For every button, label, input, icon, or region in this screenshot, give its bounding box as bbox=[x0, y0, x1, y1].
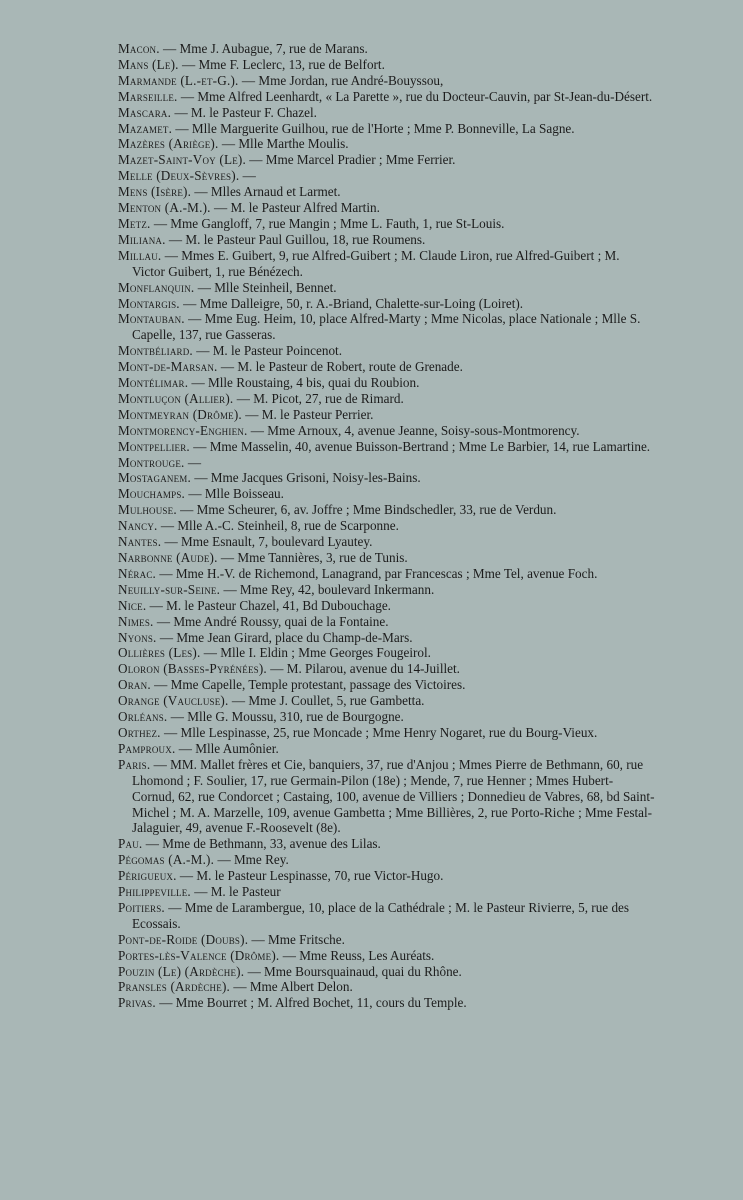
entry-town: Menton (A.-M.). bbox=[118, 200, 211, 216]
entry-details: — Mme André Roussy, quai de la Fontaine. bbox=[153, 613, 389, 629]
directory-entry bbox=[118, 995, 655, 1011]
entry-town: Montpellier. bbox=[118, 438, 190, 454]
entry-details: — Mme J. Aubague, 7, rue de Marans. bbox=[159, 41, 368, 56]
entry-details: — bbox=[239, 168, 256, 184]
directory-entry bbox=[118, 598, 655, 614]
entry-list bbox=[118, 41, 655, 1011]
entry-town: Narbonne (Aude). bbox=[118, 550, 218, 565]
directory-entry bbox=[118, 661, 655, 677]
entry-details: — Mmes E. Guibert, 9, rue Alfred-Guibert ; M. Claude Liron, rue Alfred-Guibert ; M. Victor Guibert, 1, rue Bénézech. bbox=[132, 247, 620, 279]
entry-details: — Mme Alfred Leenhardt, « La Parette », rue du Docteur-Cauvin, par St-Jean-du-Désert. bbox=[177, 88, 653, 104]
directory-entry bbox=[118, 407, 655, 423]
directory-entry bbox=[118, 232, 655, 248]
entry-details: — M. le Pasteur Lespinasse, 70, rue Victor-Hugo. bbox=[176, 868, 444, 884]
entry-town: Melle (Deux-Sèvres). bbox=[118, 168, 240, 184]
entry-details: — Mlle G. Moussu, 310, rue de Bourgogne. bbox=[167, 709, 404, 725]
directory-entry bbox=[118, 248, 655, 280]
directory-entry bbox=[118, 836, 655, 852]
directory-entry bbox=[118, 184, 655, 200]
entry-town: Miliana. bbox=[118, 231, 166, 247]
entry-town: Mazet-Saint-Voy (Le). bbox=[118, 152, 246, 168]
entry-town: Pransles (Ardèche). bbox=[118, 979, 231, 995]
entry-details: — M. le Pasteur de Robert, route de Grenade. bbox=[217, 359, 463, 375]
entry-details: — M. le Pasteur bbox=[190, 884, 281, 900]
directory-entry bbox=[118, 757, 655, 837]
entry-town: Nimes. bbox=[118, 613, 154, 629]
entry-town: Neuilly-sur-Seine. bbox=[118, 581, 221, 597]
directory-entry bbox=[118, 948, 655, 964]
directory-entry bbox=[118, 168, 655, 184]
entry-details: — Mme Marcel Pradier ; Mme Ferrier. bbox=[245, 152, 456, 168]
entry-details: — Mme Boursquainaud, quai du Rhône. bbox=[244, 963, 462, 979]
directory-entry bbox=[118, 964, 655, 980]
entry-details: — Mme Jean Girard, place du Champ-de-Mars. bbox=[156, 629, 413, 645]
directory-entry bbox=[118, 136, 655, 152]
entry-town: Mans (Le). bbox=[118, 56, 179, 72]
entry-town: Montélimar. bbox=[118, 375, 189, 391]
entry-town: Nérac. bbox=[118, 565, 157, 581]
directory-entry bbox=[118, 152, 655, 168]
directory-entry bbox=[118, 343, 655, 359]
directory-entry bbox=[118, 741, 655, 757]
directory-entry bbox=[118, 502, 655, 518]
directory-entry bbox=[118, 423, 655, 439]
entry-details: — Mme Fritsche. bbox=[248, 931, 345, 947]
entry-details: — M. Picot, 27, rue de Rimard. bbox=[233, 390, 404, 406]
entry-details: — Mlle Marguerite Guilhou, rue de l'Horte ; Mme P. Bonneville, La Sagne. bbox=[172, 120, 575, 136]
entry-details: — Mlles Arnaud et Larmet. bbox=[191, 184, 341, 200]
entry-town: Pouzin (Le) (Ardèche). bbox=[118, 963, 245, 979]
entry-town: Montauban. bbox=[118, 311, 185, 327]
entry-town: Pamproux. bbox=[118, 740, 176, 756]
entry-details: — Mme Tannières, 3, rue de Tunis. bbox=[217, 550, 408, 565]
entry-details: — Mlle Lespinasse, 25, rue Moncade ; Mme Henry Nogaret, rue du Bourg-Vieux. bbox=[160, 724, 598, 740]
entry-details: — Mlle Aumônier. bbox=[175, 740, 279, 756]
directory-entry bbox=[118, 566, 655, 582]
entry-details: — Mme Reuss, Les Auréats. bbox=[279, 947, 435, 963]
entry-details: — Mme Esnault, 7, boulevard Lyautey. bbox=[161, 534, 373, 550]
entry-details: — Mme Eug. Heim, 10, place Alfred-Marty ; Mme Nicolas, place Nationale ; Mlle S. Capelle, 137, rue Gasseras. bbox=[132, 311, 641, 343]
directory-entry bbox=[118, 709, 655, 725]
entry-town: Oran. bbox=[118, 677, 151, 693]
entry-details: — Mlle I. Eldin ; Mme Georges Fougeirol. bbox=[200, 645, 431, 661]
entry-details: — Mme Rey, 42, boulevard Inkermann. bbox=[220, 581, 435, 597]
entry-details: — Mme Scheurer, 6, av. Joffre ; Mme Bindschedler, 33, rue de Verdun. bbox=[176, 502, 557, 518]
entry-details: — Mme Arnoux, 4, avenue Jeanne, Soisy-sous-Montmorency. bbox=[247, 422, 580, 438]
directory-entry bbox=[118, 868, 655, 884]
entry-town: Paris. bbox=[118, 756, 151, 772]
entry-town: Poitiers. bbox=[118, 899, 165, 915]
directory-entry bbox=[118, 693, 655, 709]
entry-town: Mens (Isère). bbox=[118, 184, 192, 200]
entry-town: Pau. bbox=[118, 836, 143, 852]
entry-details: — Mlle Roustaing, 4 bis, quai du Roubion. bbox=[188, 375, 420, 391]
entry-town: Montbéliard. bbox=[118, 343, 193, 359]
entry-details: — Mlle Marthe Moulis. bbox=[218, 136, 349, 152]
directory-entry bbox=[118, 216, 655, 232]
directory-entry bbox=[118, 725, 655, 741]
entry-details: — M. le Pasteur Perrier. bbox=[241, 406, 374, 422]
entry-details: — Mme de Larambergue, 10, place de la Cathédrale ; M. le Pasteur Rivierre, 5, rue des Ecossais. bbox=[132, 899, 630, 931]
directory-entry bbox=[118, 582, 655, 598]
entry-details: — Mme Bourret ; M. Alfred Bochet, 11, cours du Temple. bbox=[155, 995, 467, 1011]
directory-entry bbox=[118, 534, 655, 550]
entry-town: Metz. bbox=[118, 215, 151, 231]
entry-town: Monflanquin. bbox=[118, 279, 195, 295]
directory-entry bbox=[118, 73, 655, 89]
entry-town: Mouchamps. bbox=[118, 486, 186, 502]
entry-details: — M. le Pasteur F. Chazel. bbox=[171, 104, 317, 120]
directory-entry bbox=[118, 677, 655, 693]
entry-town: Pégomas (A.-M.). bbox=[118, 852, 215, 868]
entry-town: Pont-de-Roide (Doubs). bbox=[118, 931, 249, 947]
entry-town: Mazamet. bbox=[118, 120, 173, 136]
entry-town: Philippeville. bbox=[118, 884, 191, 900]
entry-town: Nice. bbox=[118, 597, 147, 613]
entry-town: Montmorency-Enghien. bbox=[118, 422, 248, 438]
entry-town: Périgueux. bbox=[118, 868, 177, 884]
directory-entry bbox=[118, 486, 655, 502]
directory-entry bbox=[118, 375, 655, 391]
entry-details: — Mme de Bethmann, 33, avenue des Lilas. bbox=[142, 836, 381, 852]
entry-details: — M. Pilarou, avenue du 14-Juillet. bbox=[266, 661, 460, 677]
entry-details: — Mlle A.-C. Steinheil, 8, rue de Scarponne. bbox=[157, 518, 399, 534]
entry-town: Montluçon (Allier). bbox=[118, 390, 234, 406]
directory-entry bbox=[118, 932, 655, 948]
entry-town: Ollières (Les). bbox=[118, 645, 201, 661]
entry-details: — Mme J. Coullet, 5, rue Gambetta. bbox=[228, 693, 425, 709]
directory-entry bbox=[118, 439, 655, 455]
directory-entry bbox=[118, 614, 655, 630]
entry-town: Millau. bbox=[118, 247, 162, 263]
entry-town: Mostaganem. bbox=[118, 470, 192, 486]
entry-details: — bbox=[184, 454, 202, 470]
directory-entry bbox=[118, 979, 655, 995]
entry-details: — MM. Mallet frères et Cie, banquiers, 37, rue d'Anjou ; Mmes Pierre de Bethmann, 60, rue Lhomond ; F. Soulier, 17, rue Germain-Pilon (18e) ; Mende, 7, rue Henner ; Mmes Hubert-Cornud, 62, rue Condorcet ; Castaing, 100, avenue de Villiers ; Donnedieu de Vabres, 68, bd Saint-Michel ; M. A. Marzelle, 109, avenue Gambetta ; Mme Billières, 2, rue Porto-Riche ; Mme Festal-Jalaguier, 49, avenue F.-Roosevelt (8e). bbox=[132, 756, 655, 836]
directory-entry bbox=[118, 296, 655, 312]
directory-entry bbox=[118, 455, 655, 471]
directory-entry bbox=[118, 57, 655, 73]
directory-entry bbox=[118, 852, 655, 868]
directory-entry bbox=[118, 41, 655, 57]
directory-entry bbox=[118, 518, 655, 534]
entry-details: — Mme Masselin, 40, avenue Buisson-Bertrand ; Mme Le Barbier, 14, rue Lamartine. bbox=[189, 438, 651, 454]
entry-details: — Mme Capelle, Temple protestant, passage des Victoires. bbox=[150, 677, 466, 693]
directory-entry bbox=[118, 630, 655, 646]
directory-entry bbox=[118, 391, 655, 407]
directory-entry bbox=[118, 900, 655, 932]
entry-details: — Mme Jordan, rue André-Bouyssou, bbox=[238, 72, 444, 88]
entry-details: — Mme Dalleigre, 50, r. A.-Briand, Chalette-sur-Loing (Loiret). bbox=[179, 295, 524, 311]
entry-town: Montargis. bbox=[118, 295, 180, 311]
entry-town: Mazères (Ariège). bbox=[118, 136, 219, 152]
entry-town: Oloron (Basses-Pyrénées). bbox=[118, 661, 267, 677]
entry-details: — Mlle Steinheil, Bennet. bbox=[194, 279, 337, 295]
entry-town: Marseille. bbox=[118, 88, 178, 104]
entry-details: — M. le Pasteur Chazel, 41, Bd Dubouchage. bbox=[146, 597, 391, 613]
entry-town: Nyons. bbox=[118, 629, 157, 645]
entry-details: — Mme H.-V. de Richemond, Lanagrand, par Francescas ; Mme Tel, avenue Foch. bbox=[156, 565, 598, 581]
entry-details: — Mme Albert Delon. bbox=[230, 979, 353, 995]
entry-details: — M. le Pasteur Poincenot. bbox=[192, 343, 342, 359]
entry-town: Montrouge. bbox=[118, 454, 185, 470]
entry-town: Portes-lès-Valence (Drôme). bbox=[118, 947, 280, 963]
directory-entry bbox=[118, 89, 655, 105]
directory-entry bbox=[118, 645, 655, 661]
entry-town: Nantes. bbox=[118, 534, 162, 550]
entry-details: — Mme Rey. bbox=[214, 852, 289, 868]
directory-entry bbox=[118, 550, 655, 566]
entry-town: Mascara. bbox=[118, 104, 172, 120]
entry-town: Nancy. bbox=[118, 518, 158, 534]
entry-town: Marmande (L.-et-G.). bbox=[118, 72, 239, 88]
directory-entry bbox=[118, 311, 655, 343]
entry-town: Orange (Vaucluse). bbox=[118, 693, 229, 709]
entry-details: — Mme Jacques Grisoni, Noisy-les-Bains. bbox=[191, 470, 421, 486]
entry-details: — Mlle Boisseau. bbox=[185, 486, 284, 502]
entry-details: — M. le Pasteur Paul Guillou, 18, rue Roumens. bbox=[165, 231, 426, 247]
entry-town: Montmeyran (Drôme). bbox=[118, 406, 242, 422]
entry-details: — Mme F. Leclerc, 13, rue de Belfort. bbox=[178, 56, 385, 72]
entry-town: Orthez. bbox=[118, 724, 161, 740]
entry-town: Privas. bbox=[118, 995, 156, 1011]
entry-details: — M. le Pasteur Alfred Martin. bbox=[210, 200, 380, 216]
directory-entry bbox=[118, 280, 655, 296]
directory-entry bbox=[118, 884, 655, 900]
directory-entry bbox=[118, 470, 655, 486]
entry-town: Mont-de-Marsan. bbox=[118, 359, 218, 375]
directory-entry bbox=[118, 359, 655, 375]
directory-entry bbox=[118, 105, 655, 121]
directory-entry bbox=[118, 200, 655, 216]
entry-town: Orléans. bbox=[118, 709, 168, 725]
entry-town: Mulhouse. bbox=[118, 502, 177, 518]
directory-entry bbox=[118, 121, 655, 137]
entry-details: — Mme Gangloff, 7, rue Mangin ; Mme L. Fauth, 1, rue St-Louis. bbox=[150, 215, 505, 231]
entry-town: Macon. bbox=[118, 41, 160, 56]
